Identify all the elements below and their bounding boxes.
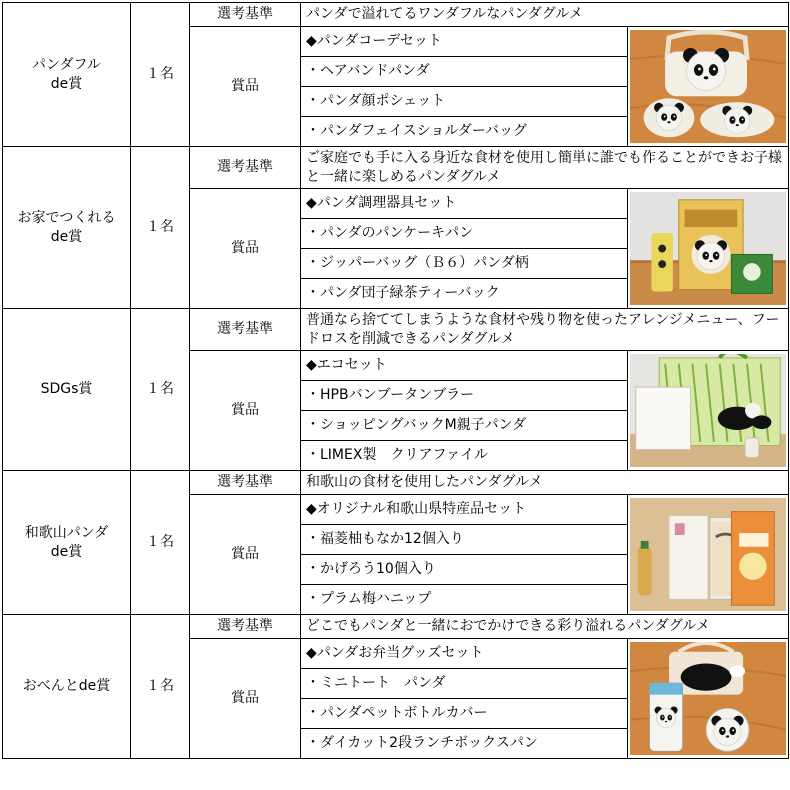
prize-photo-image	[630, 192, 786, 305]
prize-photo	[628, 27, 789, 147]
criteria-text: どこでもパンダと一緒におでかけできる彩り溢れるパンダグルメ	[301, 615, 789, 639]
prize-photo	[628, 189, 789, 309]
prize-photo-image	[630, 354, 786, 467]
prize-label: 賞品	[190, 189, 301, 309]
award-name: パンダフル de賞	[3, 3, 131, 147]
prize-item: ・ヘアバンドパンダ	[301, 57, 628, 87]
prize-item: ・LIMEX製 クリアファイル	[301, 441, 628, 471]
award-name: おべんとde賞	[3, 615, 131, 759]
prize-photo	[628, 351, 789, 471]
award-row	[3, 147, 789, 189]
prize-item: ◆オリジナル和歌山県特産品セット	[301, 495, 628, 525]
award-name: 和歌山パンダ de賞	[3, 471, 131, 615]
prize-item: ◆パンダコーデセット	[301, 27, 628, 57]
prize-item: ◆パンダお弁当グッズセット	[301, 639, 628, 669]
prize-photo	[628, 639, 789, 759]
prize-label: 賞品	[190, 495, 301, 615]
prize-item: ・福菱柚もなか12個入り	[301, 525, 628, 555]
award-name: お家でつくれる de賞	[3, 147, 131, 309]
winner-count: １名	[131, 471, 190, 615]
award-row	[3, 615, 789, 639]
award-row	[3, 471, 789, 495]
prize-item: ◆エコセット	[301, 351, 628, 381]
prize-item: ・パンダ団子緑茶ティーバック	[301, 279, 628, 309]
prize-label: 賞品	[190, 351, 301, 471]
award-name: SDGs賞	[3, 309, 131, 471]
winner-count: １名	[131, 147, 190, 309]
prize-photo-image	[630, 642, 786, 755]
winner-count: １名	[131, 615, 190, 759]
criteria-text: ご家庭でも手に入る身近な食材を使用し簡単に誰でも作ることができお子様と一緒に楽しめるパンダグルメ	[301, 147, 789, 189]
prize-photo-image	[630, 498, 786, 611]
award-row	[3, 3, 789, 27]
criteria-label: 選考基準	[190, 309, 301, 351]
awards-table	[2, 2, 789, 759]
prize-item: ・ミニトート パンダ	[301, 669, 628, 699]
winner-count: １名	[131, 3, 190, 147]
criteria-text: パンダで溢れてるワンダフルなパンダグルメ	[301, 3, 789, 27]
prize-item: ・パンダ顔ポシェット	[301, 87, 628, 117]
criteria-label: 選考基準	[190, 3, 301, 27]
prize-item: ・かげろう10個入り	[301, 555, 628, 585]
winner-count: １名	[131, 309, 190, 471]
prize-item: ◆パンダ調理器具セット	[301, 189, 628, 219]
prize-item: ・パンダのパンケーキパン	[301, 219, 628, 249]
prize-item: ・パンダペットボトルカバー	[301, 699, 628, 729]
prize-item: ・パンダフェイスショルダーバッグ	[301, 117, 628, 147]
prize-item: ・プラム梅ハニップ	[301, 585, 628, 615]
prize-item: ・ジッパーバッグ（Ｂ６）パンダ柄	[301, 249, 628, 279]
award-row	[3, 309, 789, 351]
criteria-label: 選考基準	[190, 147, 301, 189]
prize-photo-image	[630, 30, 786, 143]
prize-item: ・ダイカット2段ランチボックスパン	[301, 729, 628, 759]
prize-label: 賞品	[190, 27, 301, 147]
criteria-label: 選考基準	[190, 615, 301, 639]
prize-label: 賞品	[190, 639, 301, 759]
criteria-text: 普通なら捨ててしまうような食材や残り物を使ったアレンジメニュー、フードロスを削減できるパンダグルメ	[301, 309, 789, 351]
criteria-text: 和歌山の食材を使用したパンダグルメ	[301, 471, 789, 495]
prize-item: ・ショッピングバックM親子パンダ	[301, 411, 628, 441]
prize-item: ・HPBバンブータンブラー	[301, 381, 628, 411]
prize-photo	[628, 495, 789, 615]
criteria-label: 選考基準	[190, 471, 301, 495]
